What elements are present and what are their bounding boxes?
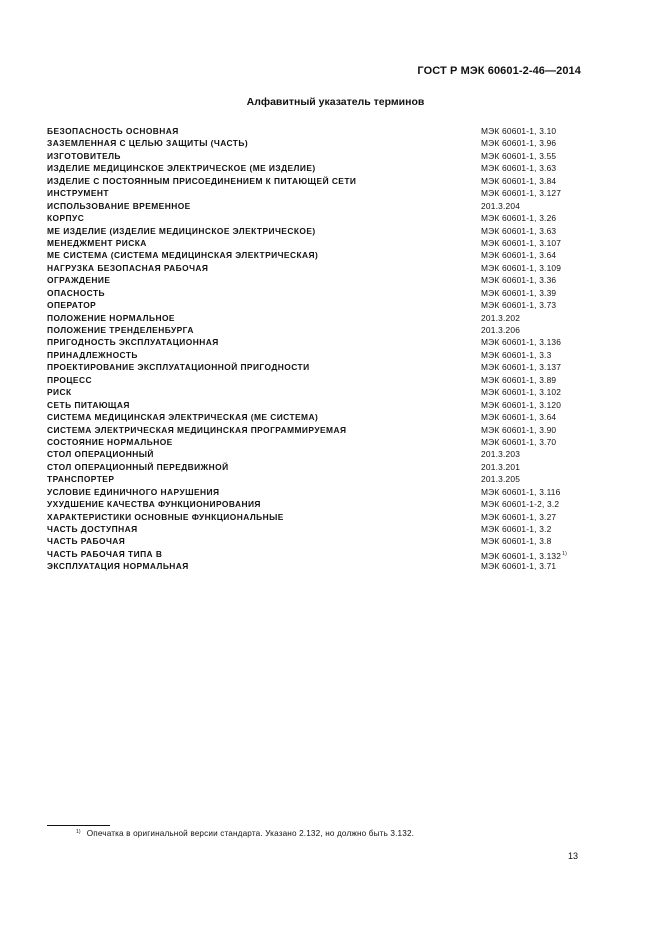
term-row	[47, 374, 587, 386]
term-name: ИСПОЛЬЗОВАНИЕ ВРЕМЕННОЕ	[47, 200, 191, 211]
term-name: СТОЛ ОПЕРАЦИОННЫЙ	[47, 449, 154, 460]
term-row	[47, 461, 587, 473]
term-reference-text: МЭК 60601-1, 3.116	[481, 486, 561, 497]
term-name: ОПАСНОСТЬ	[47, 287, 106, 298]
term-reference	[481, 523, 551, 535]
term-row	[47, 262, 587, 274]
term-name: ИЗГОТОВИТЕЛЬ	[47, 150, 121, 161]
term-reference-text: 201.3.206	[481, 325, 521, 335]
term-name: СИСТЕМА ЭЛЕКТРИЧЕСКАЯ МЕДИЦИНСКАЯ ПРОГРАММИРУЕМАЯ	[47, 424, 347, 435]
term-reference	[481, 361, 561, 373]
term-reference	[481, 374, 556, 386]
term-reference-text: МЭК 60601-1, 3.8	[481, 536, 552, 547]
term-name: ПОЛОЖЕНИЕ НОРМАЛЬНОЕ	[47, 312, 175, 323]
term-name: ИНСТРУМЕНТ	[47, 188, 109, 199]
term-reference	[481, 225, 556, 237]
term-reference-text: МЭК 60601-1, 3.55	[481, 150, 557, 161]
term-reference-text: 201.3.204	[481, 200, 521, 211]
term-reference-text: МЭК 60601-1, 3.36	[481, 275, 557, 286]
term-row	[47, 498, 587, 510]
term-reference	[481, 336, 561, 348]
term-name: ОГРАЖДЕНИЕ	[47, 275, 111, 286]
term-reference	[481, 560, 556, 572]
term-name: ЭКСПЛУАТАЦИЯ НОРМАЛЬНАЯ	[47, 561, 189, 572]
term-row	[47, 274, 587, 286]
term-reference-text: МЭК 60601-1, 3.96	[481, 138, 557, 149]
term-row	[47, 523, 587, 535]
term-row	[47, 411, 587, 423]
term-reference-text: 201.3.202	[481, 312, 521, 323]
term-reference-text: МЭК 60601-1, 3.63	[481, 225, 557, 236]
term-reference	[481, 312, 520, 324]
term-reference-text: МЭК 60601-1, 3.127	[481, 188, 562, 199]
term-reference	[481, 399, 561, 411]
term-name: МЕ ИЗДЕЛИЕ (ИЗДЕЛИЕ МЕДИЦИНСКОЕ ЭЛЕКТРИЧЕСКОЕ)	[47, 225, 316, 236]
term-row	[47, 287, 587, 299]
term-reference-text: МЭК 60601-1, 3.3	[481, 349, 552, 360]
term-row	[47, 162, 587, 174]
term-row	[47, 386, 587, 398]
term-row	[47, 150, 587, 162]
term-reference-text: МЭК 60601-1, 3.39	[481, 287, 557, 298]
footnote	[76, 829, 414, 838]
term-name: ПРИГОДНОСТЬ ЭКСПЛУАТАЦИОННАЯ	[47, 337, 219, 348]
term-name: СИСТЕМА МЕДИЦИНСКАЯ ЭЛЕКТРИЧЕСКАЯ (МЕ СИСТЕМА)	[47, 412, 319, 423]
term-name: ПОЛОЖЕНИЕ ТРЕНДЕЛЕНБУРГА	[47, 325, 194, 335]
term-row	[47, 548, 587, 560]
term-name: ТРАНСПОРТЕР	[47, 474, 115, 485]
term-reference	[481, 212, 556, 224]
term-reference	[481, 535, 551, 547]
term-row	[47, 324, 587, 336]
term-row	[47, 349, 587, 361]
term-row	[47, 424, 587, 436]
term-reference	[481, 137, 556, 149]
term-row	[47, 175, 587, 187]
term-reference-text: МЭК 60601-1, 3.70	[481, 436, 557, 447]
term-name: БЕЗОПАСНОСТЬ ОСНОВНАЯ	[47, 126, 179, 136]
term-reference-text: МЭК 60601-1, 3.64	[481, 412, 557, 423]
term-name: ХАРАКТЕРИСТИКИ ОСНОВНЫЕ ФУНКЦИОНАЛЬНЫЕ	[47, 511, 284, 522]
term-name: РИСК	[47, 387, 72, 398]
term-reference	[481, 436, 556, 448]
term-row	[47, 535, 587, 547]
term-reference	[481, 511, 556, 523]
term-reference	[481, 461, 520, 473]
term-name: СОСТОЯНИЕ НОРМАЛЬНОЕ	[47, 436, 173, 447]
page-number: 13	[567, 851, 578, 861]
term-row	[47, 299, 587, 311]
term-row	[47, 511, 587, 523]
term-reference-text: МЭК 60601-1, 3.64	[481, 250, 557, 261]
term-reference	[481, 386, 561, 398]
term-reference-text: МЭК 60601-1, 3.120	[481, 399, 562, 410]
term-reference-text: МЭК 60601-1, 3.107	[481, 237, 562, 248]
term-reference-text: МЭК 60601-1-2, 3.2	[481, 499, 560, 510]
term-name: КОРПУС	[47, 213, 85, 224]
term-reference	[481, 324, 520, 336]
term-row	[47, 187, 587, 199]
term-row	[47, 249, 587, 261]
term-reference	[481, 424, 556, 436]
term-name: ЧАСТЬ РАБОЧАЯ	[47, 536, 126, 547]
term-name: ЧАСТЬ РАБОЧАЯ ТИПА В	[47, 548, 163, 559]
term-row	[47, 473, 587, 485]
term-reference-text: МЭК 60601-1, 3.109	[481, 262, 562, 273]
term-row	[47, 336, 587, 348]
term-reference-text: МЭК 60601-1, 3.2	[481, 524, 552, 534]
term-name: ЧАСТЬ ДОСТУПНАЯ	[47, 524, 138, 534]
index-title: Алфавитный указатель терминов	[246, 96, 425, 108]
term-reference-text: 201.3.203	[481, 449, 521, 460]
term-reference	[481, 448, 520, 460]
term-name: НАГРУЗКА БЕЗОПАСНАЯ РАБОЧАЯ	[47, 262, 209, 273]
footnote-text: Опечатка в оригинальной версии стандарта. Указано 2.132, но должно быть 3.132.	[86, 829, 415, 838]
term-name: МЕНЕДЖМЕНТ РИСКА	[47, 237, 147, 248]
term-row	[47, 225, 587, 237]
term-name: СТОЛ ОПЕРАЦИОННЫЙ ПЕРЕДВИЖНОЙ	[47, 461, 229, 472]
term-reference-text: МЭК 60601-1, 3.137	[481, 362, 562, 373]
term-reference	[481, 349, 551, 361]
term-reference-text: МЭК 60601-1, 3.136	[481, 337, 562, 348]
term-row	[47, 125, 587, 137]
term-reference	[481, 150, 556, 162]
footnote-divider	[47, 825, 110, 826]
term-reference	[481, 175, 556, 187]
term-name: МЕ СИСТЕМА (СИСТЕМА МЕДИЦИНСКАЯ ЭЛЕКТРИЧЕСКАЯ)	[47, 250, 319, 261]
term-reference	[481, 200, 520, 212]
term-reference-text: МЭК 60601-1, 3.63	[481, 163, 557, 174]
term-reference-text: МЭК 60601-1, 3.26	[481, 213, 557, 224]
term-row	[47, 436, 587, 448]
term-reference	[481, 498, 559, 510]
term-name: ИЗДЕЛИЕ МЕДИЦИНСКОЕ ЭЛЕКТРИЧЕСКОЕ (МЕ ИЗДЕЛИЕ)	[47, 163, 316, 174]
term-reference-text: МЭК 60601-1, 3.71	[481, 561, 557, 572]
term-name: УХУДШЕНИЕ КАЧЕСТВА ФУНКЦИОНИРОВАНИЯ	[47, 499, 261, 510]
term-row	[47, 448, 587, 460]
term-reference	[481, 287, 556, 299]
term-reference	[481, 237, 561, 249]
term-reference	[481, 486, 561, 498]
term-reference-text: МЭК 60601-1, 3.102	[481, 387, 562, 398]
term-reference	[481, 162, 556, 174]
term-reference-text: МЭК 60601-1, 3.89	[481, 374, 557, 385]
footnote-reference-mark: 1)	[562, 550, 568, 557]
term-reference	[481, 187, 561, 199]
term-reference	[481, 411, 556, 423]
term-reference-text: МЭК 60601-1, 3.10	[481, 126, 557, 136]
term-row	[47, 137, 587, 149]
terms-index	[47, 125, 587, 573]
term-reference-text: МЭК 60601-1, 3.132	[481, 550, 562, 561]
term-row	[47, 361, 587, 373]
term-row	[47, 312, 587, 324]
term-reference	[481, 262, 561, 274]
term-reference-text: МЭК 60601-1, 3.73	[481, 300, 557, 311]
term-reference	[481, 249, 556, 261]
term-name: ПРОЦЕСС	[47, 374, 92, 385]
term-name: ОПЕРАТОР	[47, 300, 97, 311]
term-reference-text: МЭК 60601-1, 3.84	[481, 175, 557, 186]
term-name: ИЗДЕЛИЕ С ПОСТОЯННЫМ ПРИСОЕДИНЕНИЕМ К ПИТАЮЩЕЙ СЕТИ	[47, 175, 357, 186]
term-reference-text: 201.3.205	[481, 474, 521, 485]
term-name: СЕТЬ ПИТАЮЩАЯ	[47, 399, 130, 410]
term-reference	[481, 473, 520, 485]
term-row	[47, 560, 587, 572]
term-name: ПРОЕКТИРОВАНИЕ ЭКСПЛУАТАЦИОННОЙ ПРИГОДНОСТИ	[47, 362, 310, 373]
term-row	[47, 212, 587, 224]
term-name: ПРИНАДЛЕЖНОСТЬ	[47, 349, 138, 360]
term-name: УСЛОВИЕ ЕДИНИЧНОГО НАРУШЕНИЯ	[47, 486, 220, 497]
term-row	[47, 399, 587, 411]
term-reference	[481, 299, 556, 311]
term-reference-text: МЭК 60601-1, 3.27	[481, 511, 557, 522]
term-reference	[481, 274, 556, 286]
term-reference	[481, 125, 556, 137]
document-code: ГОСТ Р МЭК 60601-2-46—2014	[417, 65, 581, 77]
term-row	[47, 486, 587, 498]
term-row	[47, 237, 587, 249]
term-row	[47, 200, 587, 212]
footnote-mark: 1)	[76, 829, 81, 835]
term-reference-text: 201.3.201	[481, 461, 521, 472]
term-name: ЗАЗЕМЛЕННАЯ С ЦЕЛЬЮ ЗАЩИТЫ (ЧАСТЬ)	[47, 138, 249, 149]
term-reference-text: МЭК 60601-1, 3.90	[481, 424, 557, 435]
